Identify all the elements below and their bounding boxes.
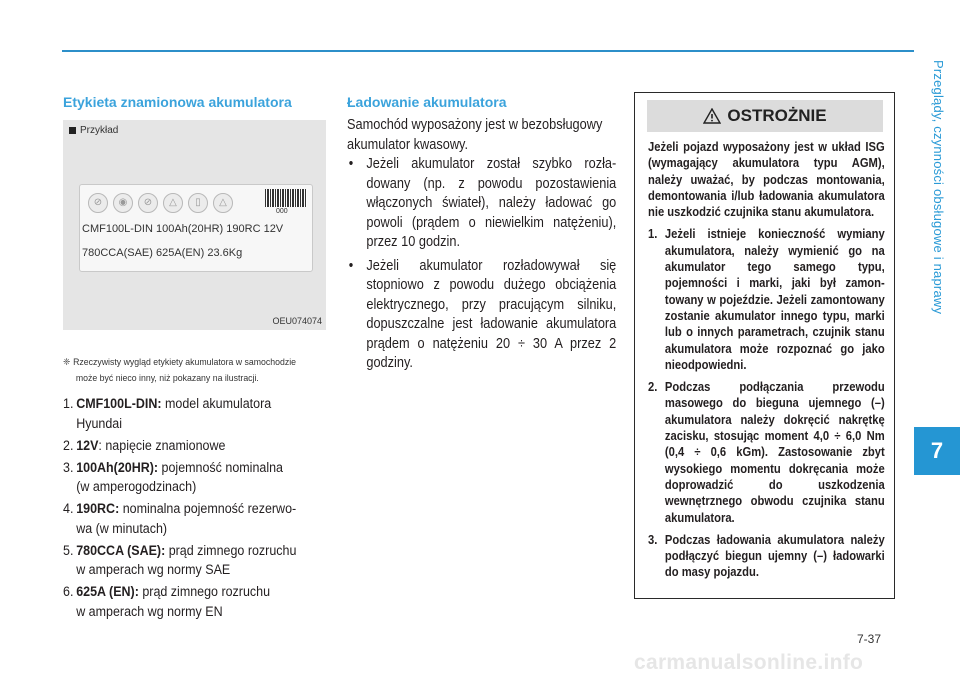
list-item: 4. 190RC: nominalna pojemność rezerwo- wa (w minutach)	[63, 501, 297, 537]
keep-from-children-icon: ⊘	[138, 193, 158, 213]
no-fire-icon: ⊘	[88, 193, 108, 213]
watermark: carmanualsonline.info	[634, 651, 864, 674]
page-number: 7-37	[857, 632, 882, 646]
warning-symbols	[88, 193, 233, 213]
list-item: 5. 780CCA (SAE): prąd zimnego rozruchu w amperach wg normy SAE	[63, 542, 297, 578]
manual-icon: ▯	[188, 193, 208, 213]
square-bullet-icon	[69, 127, 76, 134]
caution-item: 1. Jeżeli istnieje konieczność wymiany akumulatora, należy wymienić go na akumulator tego samego typu, pojemności i marki, jaki był zamontowany w pojeździe. Jeżeli zamontowany zostanie akumulator innego typu, marki lub o innych parametrach, czujnik stanu akumulatora może rozpoznać go jako nieodpowiedni.	[648, 227, 885, 372]
battery-label-sticker	[79, 184, 313, 272]
chapter-side-title: Przeglądy, czynności obsługowe i naprawy	[931, 60, 946, 315]
charging-intro: Samochód wyposażony jest w bezobsługowy akumulator kwasowy.	[347, 117, 603, 153]
chapter-tab[interactable]: 7	[914, 427, 960, 475]
label-spec-line-2: 780CCA(SAE) 625A(EN) 23.6Kg	[82, 247, 243, 259]
note-mark: ❈	[63, 357, 71, 368]
caution-item: 2. Podczas podłączania przewodu masowego do bieguna ujemnego (–) akumulatora należy dokręcić nakrętkę zacisku, stosując moment 4,0 ÷ 6,0 Nm (0,4 ÷ 0,6 kGm). Zastosowanie zbyt wysokiego momentu dokręcania może doprowadzić do uszkodzenia wewnętrznego obwodu czujnika stanu akumulatora.	[648, 380, 885, 525]
caution-title: OSTROŻNIE	[727, 106, 827, 125]
explosive-gas-icon: △	[213, 193, 233, 213]
warning-triangle-icon	[703, 108, 721, 124]
barcode-graphic	[265, 189, 307, 207]
caution-header	[647, 100, 883, 132]
top-rule	[62, 50, 914, 52]
list-item: • Jeżeli akumulator został szybko rozładowany (np. z powodu pozostawienia włączonych świateł), należy ładować go powoli (prądem o niewielkim natężeniu), przez 10 godzin.	[348, 156, 617, 250]
list-item: 1. CMF100L-DIN: model akumulatora Hyundai	[63, 396, 272, 432]
caution-item: 3. Podczas ładowania akumulatora należy podłączyć biegun ujemny (–) ładowarki do masy pojazdu.	[648, 532, 885, 580]
eye-protection-icon: ◉	[113, 193, 133, 213]
label-explanation-list	[63, 395, 305, 625]
battery-label-figure	[63, 120, 326, 330]
acid-warning-icon: △	[163, 193, 183, 213]
charging-heading: Ładowanie akumulatora	[347, 94, 507, 110]
caution-body	[648, 139, 885, 587]
battery-label-heading: Etykieta znamionowa akumulatora	[63, 94, 292, 110]
list-item: 3. 100Ah(20HR): pojemność nominalna (w amperogodzinach)	[63, 459, 283, 495]
caution-box	[634, 92, 895, 599]
label-spec-line-1: CMF100L-DIN 100Ah(20HR) 190RC 12V	[82, 223, 284, 235]
list-item: • Jeżeli akumulator rozładowywał się stopniowo z powodu dużego obciążenia elektrycznego, przy pracującym silniku, dopuszczalne jest ładowanie akumulatora prądem o natężeniu 20 ÷ 30 A przez 2 godziny.	[348, 257, 617, 371]
illustration-note: ❈ Rzeczywisty wygląd etykiety akumulatora w samochodzie może być nieco inny, niż pokazany na ilustracji.	[63, 357, 297, 384]
figure-caption: Przykład	[69, 125, 118, 136]
charging-bullets	[347, 155, 616, 378]
figure-code: OEU074074	[272, 316, 322, 326]
list-item: 6. 625A (EN): prąd zimnego rozruchu w amperach wg normy EN	[63, 584, 271, 620]
barcode-number: 000	[276, 208, 288, 215]
caution-intro: Jeżeli pojazd wyposażony jest w układ ISG (wymagający akumulatora typu AGM), należy uważać, by podczas montowania, demontowania i/lub ładowania akumulatora nie uszkodzić czujnika stanu akumulatora.	[648, 140, 885, 220]
list-item: 2. 12V: napięcie znamionowe	[63, 437, 226, 454]
